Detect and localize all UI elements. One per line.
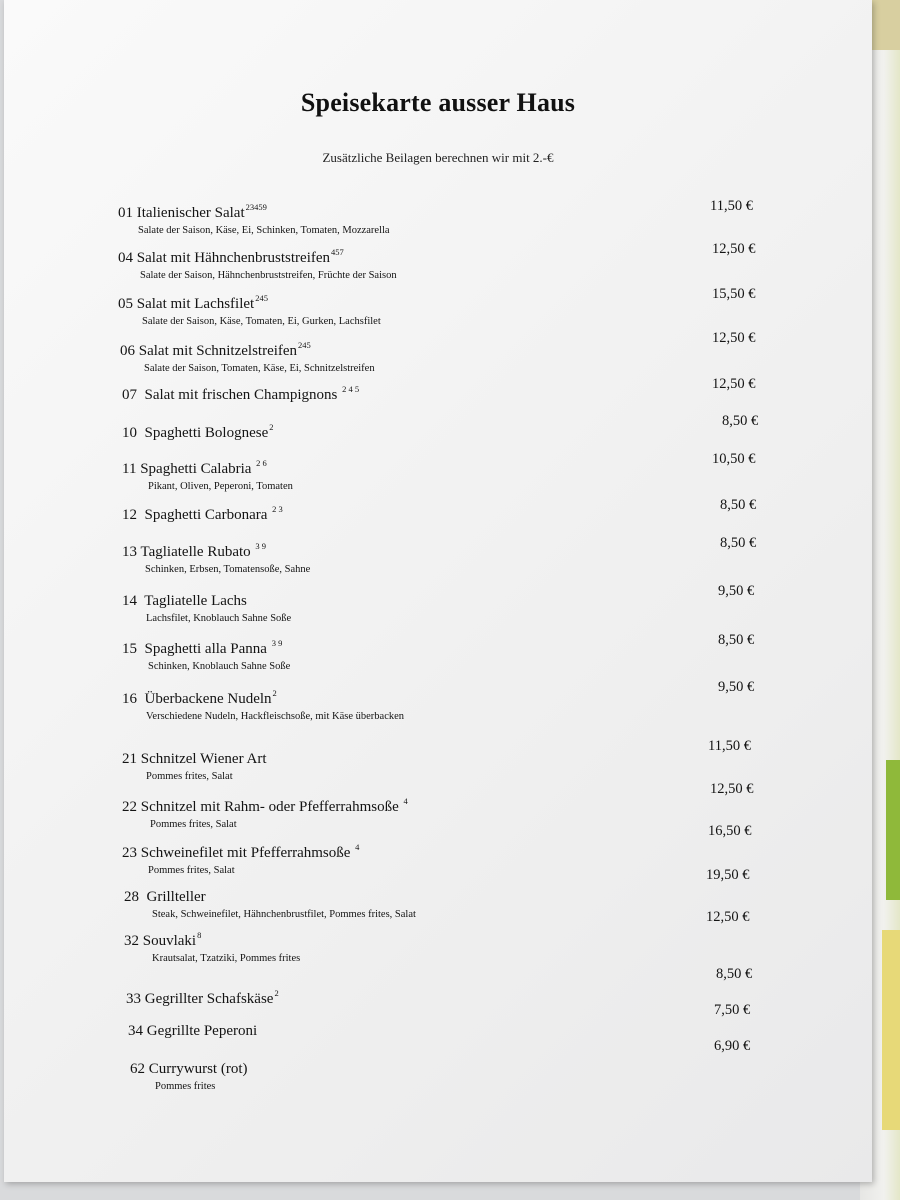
menu-item <box>118 293 381 327</box>
item-number: 33 <box>126 991 141 1007</box>
item-name: Salat mit Hähnchenbruststreifen <box>136 250 331 266</box>
item-description: Pommes frites, Salat <box>146 771 233 782</box>
item-price: 11,50 € <box>708 738 751 754</box>
item-name: Currywurst (rot) <box>148 1061 248 1077</box>
menu-item <box>122 422 274 442</box>
item-description: Pommes frites <box>155 1081 216 1092</box>
item-price: 11,50 € <box>710 198 753 214</box>
item-name: Überbackene Nudeln <box>144 691 272 707</box>
menu-item <box>126 988 279 1008</box>
item-price: 8,50 € <box>716 966 753 982</box>
item-price: 15,50 € <box>712 286 756 302</box>
item-description: Salate der Saison, Hähnchenbruststreifen, Früchte der Saison <box>140 270 397 281</box>
menu-item <box>128 1020 258 1040</box>
item-name: Salat mit frischen Champignons <box>144 387 338 403</box>
item-number: 16 <box>122 691 137 707</box>
item-number: 06 <box>120 343 135 359</box>
menu-title: Speisekarte ausser Haus <box>300 88 576 117</box>
allergen-codes: 2 <box>274 988 279 998</box>
item-number: 13 <box>122 544 137 560</box>
item-number: 22 <box>122 799 137 815</box>
menu-item <box>122 504 283 524</box>
item-price: 12,50 € <box>706 909 750 925</box>
menu-item <box>122 590 291 624</box>
item-description: Lachsfilet, Knoblauch Sahne Soße <box>146 613 292 624</box>
item-number: 10 <box>122 425 137 441</box>
item-description: Pommes frites, Salat <box>148 865 235 876</box>
item-name: Schnitzel mit Rahm- oder Pfefferrahmsoße <box>140 799 399 815</box>
item-name: Spaghetti Bolognese <box>144 425 269 441</box>
menu-item <box>122 458 293 492</box>
item-name: Italienischer Salat <box>136 205 245 221</box>
item-name: Spaghetti alla Panna <box>144 641 267 657</box>
item-name: Tagliatelle Lachs <box>144 593 247 609</box>
allergen-codes: 4 <box>403 796 408 806</box>
allergen-codes: 23459 <box>245 202 267 212</box>
item-name: Schweinefilet mit Pfefferrahmsoße <box>140 845 351 861</box>
item-price: 12,50 € <box>712 330 756 346</box>
item-price: 19,50 € <box>706 867 750 883</box>
menu-subtitle: Zusätzliche Beilagen berechnen wir mit 2.-€ <box>322 150 554 165</box>
item-price: 16,50 € <box>708 823 752 839</box>
item-description: Salate der Saison, Käse, Tomaten, Ei, Gurken, Lachsfilet <box>142 316 381 327</box>
allergen-codes: 8 <box>197 930 202 940</box>
item-number: 23 <box>122 845 137 861</box>
item-price: 12,50 € <box>712 376 756 392</box>
allergen-codes: 245 <box>298 340 311 350</box>
allergen-codes: 2 <box>269 422 274 432</box>
item-number: 05 <box>118 296 133 312</box>
item-description: Schinken, Knoblauch Sahne Soße <box>148 661 291 672</box>
menu-item <box>124 886 416 920</box>
item-description: Schinken, Erbsen, Tomatensoße, Sahne <box>145 564 311 575</box>
menu-item <box>120 340 375 374</box>
item-price: 8,50 € <box>720 535 757 551</box>
menu-item <box>118 247 397 281</box>
allergen-codes: 2 <box>272 688 277 698</box>
item-name: Spaghetti Calabria <box>140 461 252 477</box>
item-number: 34 <box>128 1023 143 1039</box>
allergen-codes: 2 3 <box>272 504 283 514</box>
menu-item <box>122 638 290 672</box>
item-number: 12 <box>122 507 137 523</box>
item-description: Salate der Saison, Käse, Ei, Schinken, Tomaten, Mozzarella <box>138 225 390 236</box>
item-name: Salat mit Schnitzelstreifen <box>138 343 298 359</box>
item-name: Tagliatelle Rubato <box>140 544 251 560</box>
item-price: 8,50 € <box>720 497 757 513</box>
allergen-codes: 3 9 <box>271 638 283 648</box>
item-number: 21 <box>122 751 137 767</box>
background-object <box>882 930 900 1130</box>
menu-item <box>122 688 404 722</box>
item-description: Salate der Saison, Tomaten, Käse, Ei, Schnitzelstreifen <box>144 363 375 374</box>
item-name: Grillteller <box>146 889 206 905</box>
item-price: 8,50 € <box>722 413 759 429</box>
item-name: Gegrillter Schafskäse <box>144 991 274 1007</box>
item-description: Krautsalat, Tzatziki, Pommes frites <box>152 953 301 964</box>
allergen-codes: 4 <box>355 842 360 852</box>
menu-item <box>124 930 300 964</box>
item-price: 8,50 € <box>718 632 755 648</box>
item-name: Schnitzel Wiener Art <box>140 751 267 767</box>
item-name: Souvlaki <box>142 933 197 949</box>
menu-sheet <box>4 0 872 1182</box>
item-number: 32 <box>124 933 139 949</box>
item-price: 12,50 € <box>712 241 756 257</box>
item-number: 01 <box>118 205 133 221</box>
item-description: Verschiedene Nudeln, Hackfleischsoße, mit Käse überbacken <box>146 711 405 722</box>
item-price: 9,50 € <box>718 679 755 695</box>
item-number: 04 <box>118 250 133 266</box>
item-name: Spaghetti Carbonara <box>144 507 268 523</box>
item-price: 9,50 € <box>718 583 755 599</box>
item-price: 6,90 € <box>714 1038 751 1054</box>
allergen-codes: 457 <box>331 247 344 257</box>
item-price: 10,50 € <box>712 451 756 467</box>
item-name: Gegrillte Peperoni <box>146 1023 258 1039</box>
menu-item <box>122 384 359 404</box>
item-number: 15 <box>122 641 137 657</box>
item-number: 62 <box>130 1061 145 1077</box>
item-description: Pommes frites, Salat <box>150 819 237 830</box>
background-object <box>886 760 900 900</box>
item-number: 28 <box>124 889 139 905</box>
menu-item <box>118 202 390 236</box>
allergen-codes: 2 6 <box>256 458 267 468</box>
menu-item <box>122 842 359 876</box>
item-price: 12,50 € <box>710 781 754 797</box>
allergen-codes: 2 4 5 <box>342 384 360 394</box>
item-number: 14 <box>122 593 137 609</box>
item-number: 11 <box>122 461 137 477</box>
allergen-codes: 245 <box>255 293 268 303</box>
allergen-codes: 3 9 <box>255 541 267 551</box>
item-price: 7,50 € <box>714 1002 751 1018</box>
item-description: Pikant, Oliven, Peperoni, Tomaten <box>148 481 293 492</box>
menu-item <box>122 541 310 575</box>
item-name: Salat mit Lachsfilet <box>136 296 255 312</box>
item-number: 07 <box>122 387 137 403</box>
menu-item <box>122 748 268 782</box>
menu-item <box>122 796 408 830</box>
menu-item <box>130 1058 248 1092</box>
item-description: Steak, Schweinefilet, Hähnchenbrustfilet, Pommes frites, Salat <box>152 909 416 920</box>
